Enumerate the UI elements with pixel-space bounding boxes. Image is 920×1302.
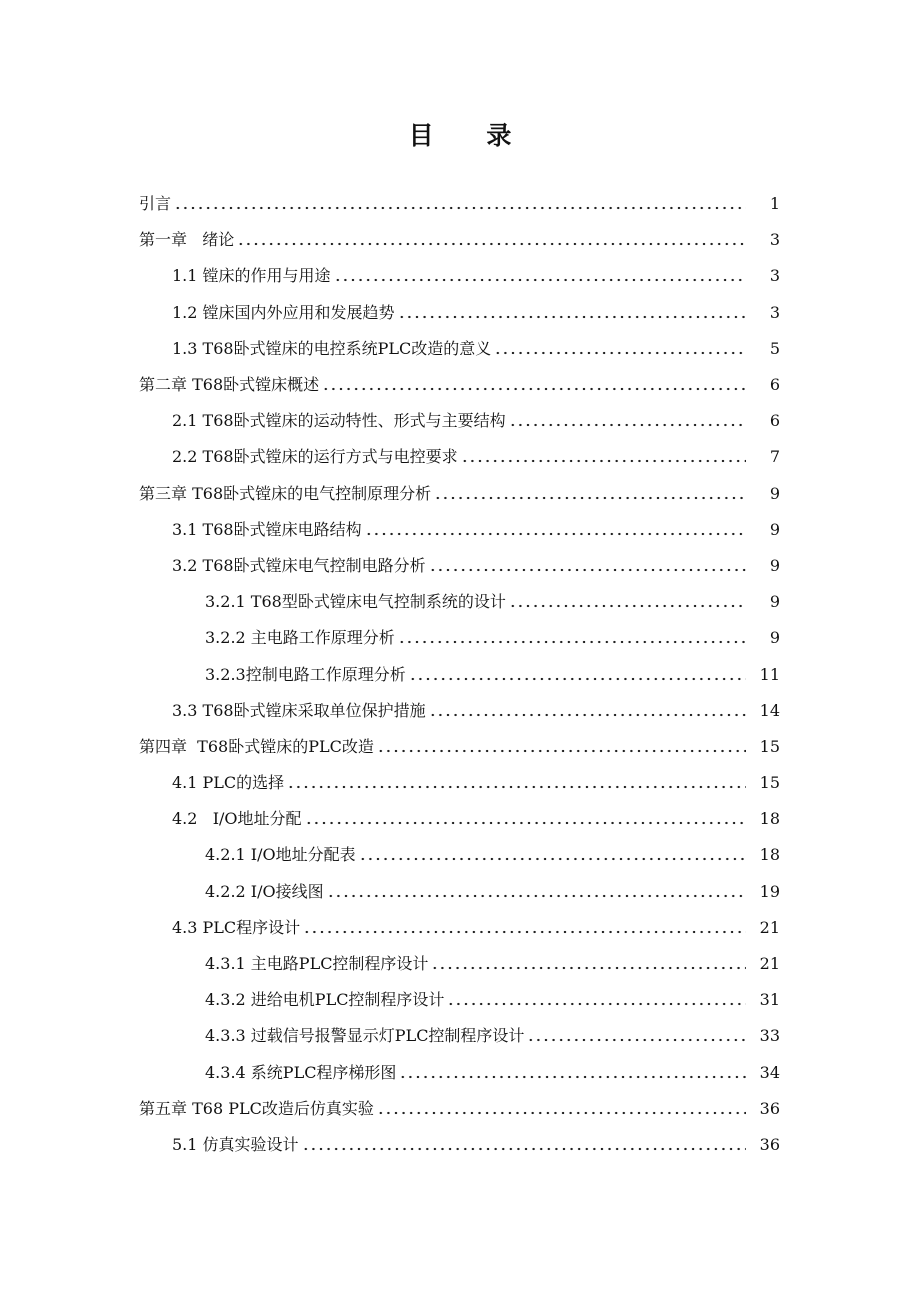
dot-leader xyxy=(334,278,746,282)
toc-entry[interactable] xyxy=(0,331,920,367)
dot-leader xyxy=(434,496,746,500)
toc-entry[interactable] xyxy=(0,693,920,729)
toc-entry-page-number: 15 xyxy=(759,736,780,756)
toc-entry-label: 4.2.1 I/O地址分配表 xyxy=(205,845,356,865)
toc-entry-page-number: 5 xyxy=(769,338,780,358)
toc-entry-page-number: 3 xyxy=(769,266,780,286)
toc-entry-label: 4.2.2 I/O接线图 xyxy=(205,881,324,901)
toc-entry[interactable] xyxy=(0,874,920,910)
toc-entry[interactable] xyxy=(0,1091,920,1127)
toc-entry-label: 1.3 T68卧式镗床的电控系统PLC改造的意义 xyxy=(172,338,492,358)
toc-entry-page-number: 31 xyxy=(759,990,780,1010)
dot-leader xyxy=(174,206,746,210)
toc-entry-page-number: 15 xyxy=(759,773,780,793)
toc-entry-page-number: 9 xyxy=(769,592,780,612)
dot-leader xyxy=(461,459,746,463)
dot-leader xyxy=(527,1038,746,1042)
toc-entry[interactable] xyxy=(0,1127,920,1163)
dot-leader xyxy=(302,1147,746,1151)
toc-entry-label: 3.2 T68卧式镗床电气控制电路分析 xyxy=(172,555,426,575)
toc-entry[interactable] xyxy=(0,584,920,620)
toc-entry[interactable] xyxy=(0,765,920,801)
page-title: 目 录 xyxy=(408,121,534,150)
toc-entry[interactable] xyxy=(0,222,920,258)
toc-entry-label: 4.3.1 主电路PLC控制程序设计 xyxy=(205,954,429,974)
toc-entry-page-number: 34 xyxy=(759,1062,780,1082)
toc-entry-label: 第五章 T68 PLC改造后仿真实验 xyxy=(139,1098,374,1118)
toc-entry-label: 3.3 T68卧式镗床采取单位保护措施 xyxy=(172,700,426,720)
dot-leader xyxy=(365,532,746,536)
dot-leader xyxy=(509,604,746,608)
dot-leader xyxy=(237,242,746,246)
dot-leader xyxy=(398,640,746,644)
table-of-contents xyxy=(0,186,920,1163)
dot-leader xyxy=(494,351,746,355)
toc-entry-page-number: 3 xyxy=(769,302,780,322)
toc-entry[interactable] xyxy=(0,620,920,656)
toc-entry-label: 4.2 I/O地址分配 xyxy=(172,809,302,829)
toc-entry[interactable] xyxy=(0,982,920,1018)
toc-entry[interactable] xyxy=(0,1018,920,1054)
toc-entry-label: 3.2.1 T68型卧式镗床电气控制系统的设计 xyxy=(205,592,506,612)
toc-entry-page-number: 3 xyxy=(769,230,780,250)
toc-entry[interactable] xyxy=(0,1055,920,1091)
dot-leader xyxy=(322,387,746,391)
dot-leader xyxy=(509,423,746,427)
toc-entry-label: 3.1 T68卧式镗床电路结构 xyxy=(172,519,362,539)
toc-entry[interactable] xyxy=(0,837,920,873)
dot-leader xyxy=(447,1002,746,1006)
toc-entry-label: 4.1 PLC的选择 xyxy=(172,773,285,793)
toc-entry[interactable] xyxy=(0,656,920,692)
toc-entry-page-number: 36 xyxy=(759,1134,780,1154)
toc-entry[interactable] xyxy=(0,946,920,982)
dot-leader xyxy=(429,713,746,717)
toc-entry[interactable] xyxy=(0,295,920,331)
toc-entry-label: 5.1 仿真实验设计 xyxy=(172,1134,299,1154)
toc-entry-label: 4.3 PLC程序设计 xyxy=(172,917,301,937)
toc-entry[interactable] xyxy=(0,801,920,837)
toc-entry-page-number: 6 xyxy=(769,411,780,431)
toc-entry[interactable] xyxy=(0,910,920,946)
dot-leader xyxy=(327,894,746,898)
toc-entry-page-number: 19 xyxy=(759,881,780,901)
toc-entry-page-number: 21 xyxy=(759,954,780,974)
dot-leader xyxy=(399,1075,746,1079)
toc-entry-label: 1.2 镗床国内外应用和发展趋势 xyxy=(172,302,395,322)
toc-entry-page-number: 36 xyxy=(759,1098,780,1118)
toc-entry-label: 第一章 绪论 xyxy=(139,230,235,250)
toc-entry-page-number: 9 xyxy=(769,628,780,648)
toc-entry-page-number: 18 xyxy=(759,845,780,865)
toc-entry-page-number: 33 xyxy=(759,1026,780,1046)
toc-entry-page-number: 6 xyxy=(769,375,780,395)
toc-entry-label: 2.2 T68卧式镗床的运行方式与电控要求 xyxy=(172,447,458,467)
toc-entry[interactable] xyxy=(0,729,920,765)
toc-entry-page-number: 9 xyxy=(769,555,780,575)
dot-leader xyxy=(287,785,746,789)
toc-entry-label: 引言 xyxy=(139,194,172,214)
toc-entry-label: 4.3.3 过载信号报警显示灯PLC控制程序设计 xyxy=(205,1026,525,1046)
toc-entry-page-number: 1 xyxy=(769,194,780,214)
toc-entry-label: 第三章 T68卧式镗床的电气控制原理分析 xyxy=(139,483,432,503)
dot-leader xyxy=(305,821,746,825)
toc-entry[interactable] xyxy=(0,367,920,403)
toc-entry[interactable] xyxy=(0,186,920,222)
toc-entry[interactable] xyxy=(0,476,920,512)
toc-entry-label: 第二章 T68卧式镗床概述 xyxy=(139,375,320,395)
dot-leader xyxy=(431,966,746,970)
toc-entry[interactable] xyxy=(0,548,920,584)
dot-leader xyxy=(409,677,746,681)
toc-entry-page-number: 18 xyxy=(759,809,780,829)
toc-entry[interactable] xyxy=(0,403,920,439)
toc-entry-page-number: 21 xyxy=(759,917,780,937)
toc-entry-label: 1.1 镗床的作用与用途 xyxy=(172,266,331,286)
toc-entry-label: 2.1 T68卧式镗床的运动特性、形式与主要结构 xyxy=(172,411,506,431)
toc-entry-page-number: 7 xyxy=(769,447,780,467)
toc-entry-page-number: 11 xyxy=(759,664,780,684)
toc-entry-page-number: 9 xyxy=(769,519,780,539)
dot-leader xyxy=(303,930,746,934)
dot-leader xyxy=(429,568,746,572)
toc-entry-page-number: 9 xyxy=(769,483,780,503)
toc-entry[interactable] xyxy=(0,439,920,475)
toc-entry-label: 4.3.4 系统PLC程序梯形图 xyxy=(205,1062,397,1082)
toc-entry-label: 3.2.3控制电路工作原理分析 xyxy=(205,664,406,684)
dot-leader xyxy=(398,315,746,319)
dot-leader xyxy=(377,749,746,753)
toc-entry-label: 3.2.2 主电路工作原理分析 xyxy=(205,628,395,648)
toc-entry-label: 4.3.2 进给电机PLC控制程序设计 xyxy=(205,990,445,1010)
dot-leader xyxy=(359,857,746,861)
toc-entry-page-number: 14 xyxy=(759,700,780,720)
dot-leader xyxy=(377,1111,746,1115)
toc-entry[interactable] xyxy=(0,258,920,294)
toc-entry[interactable] xyxy=(0,512,920,548)
toc-entry-label: 第四章 T68卧式镗床的PLC改造 xyxy=(139,736,374,756)
